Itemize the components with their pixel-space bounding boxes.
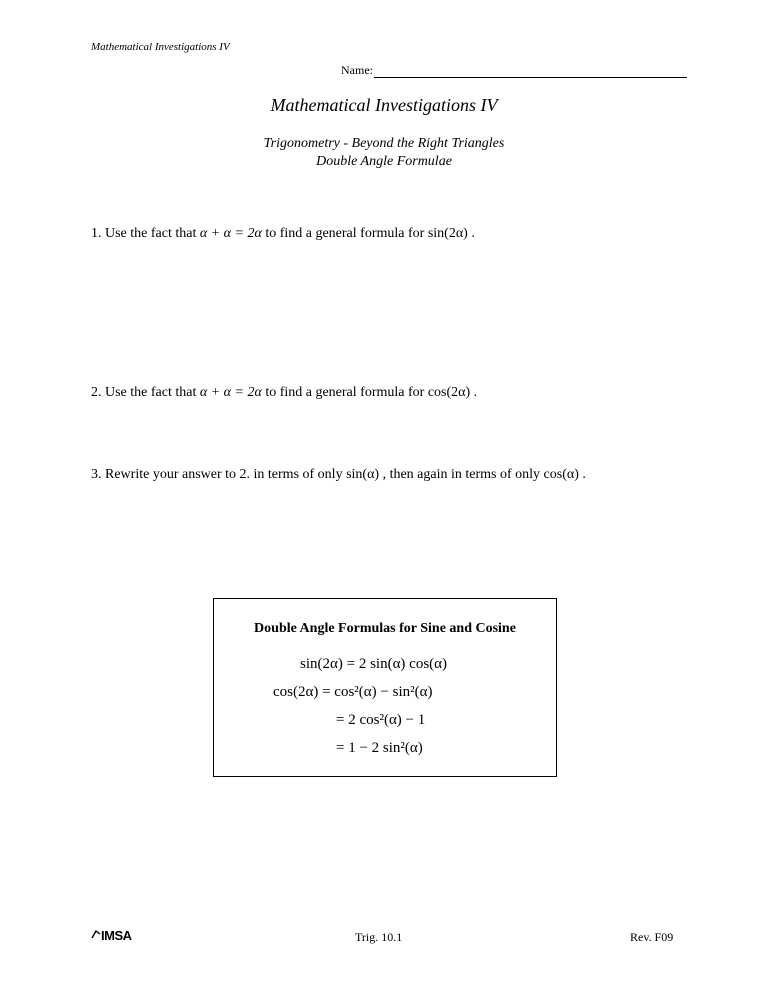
question-2-suffix: . [470, 385, 478, 400]
question-2 [91, 385, 477, 401]
logo-text: IMSA [101, 928, 132, 943]
question-3-target-sin: sin(α) [346, 467, 380, 482]
question-3-prefix: 3. Rewrite your answer to 2. in terms of only [91, 467, 347, 482]
formula-cos-double: cos(2α) = cos²(α) − sin²(α) [273, 684, 433, 700]
subtitle-section: Double Angle Formulae [316, 154, 452, 169]
question-1-target: sin(2α) [427, 226, 468, 241]
question-3 [91, 467, 586, 483]
question-2-middle: to find a general formula for [261, 385, 428, 400]
question-1 [91, 226, 475, 242]
name-field [341, 63, 687, 78]
page-id: Trig. 10.1 [355, 930, 403, 944]
page-subtitle [0, 135, 768, 171]
name-label: Name: [341, 63, 373, 77]
revision-label: Rev. F09 [630, 930, 674, 944]
question-1-middle: to find a general formula for [261, 226, 428, 241]
name-blank-line[interactable] [374, 66, 687, 78]
question-2-identity: α + α = 2α [199, 385, 262, 400]
running-header: Mathematical Investigations IV [91, 41, 230, 53]
formula-cos-double-sin-only: = 1 − 2 sin²(α) [336, 740, 423, 756]
logo-mark-icon [91, 929, 101, 939]
question-1-prefix: 1. Use the fact that [91, 226, 200, 241]
question-2-target: cos(2α) [427, 385, 471, 400]
formula-sin-double: sin(2α) = 2 sin(α) cos(α) [300, 656, 448, 672]
imsa-logo [91, 928, 132, 943]
question-3-suffix: . [578, 467, 586, 482]
formula-box-title: Double Angle Formulas for Sine and Cosine [254, 621, 516, 636]
page-title: Mathematical Investigations IV [270, 95, 498, 115]
question-1-identity: α + α = 2α [199, 226, 262, 241]
formula-box [213, 598, 557, 777]
formula-cos-double-cos-only: = 2 cos²(α) − 1 [336, 712, 426, 728]
subtitle-topic: Trigonometry - Beyond the Right Triangles [263, 136, 505, 151]
question-2-prefix: 2. Use the fact that [91, 385, 200, 400]
question-1-suffix: . [467, 226, 475, 241]
question-3-target-cos: cos(α) [543, 467, 579, 482]
question-3-middle: , then again in terms of only [379, 467, 544, 482]
